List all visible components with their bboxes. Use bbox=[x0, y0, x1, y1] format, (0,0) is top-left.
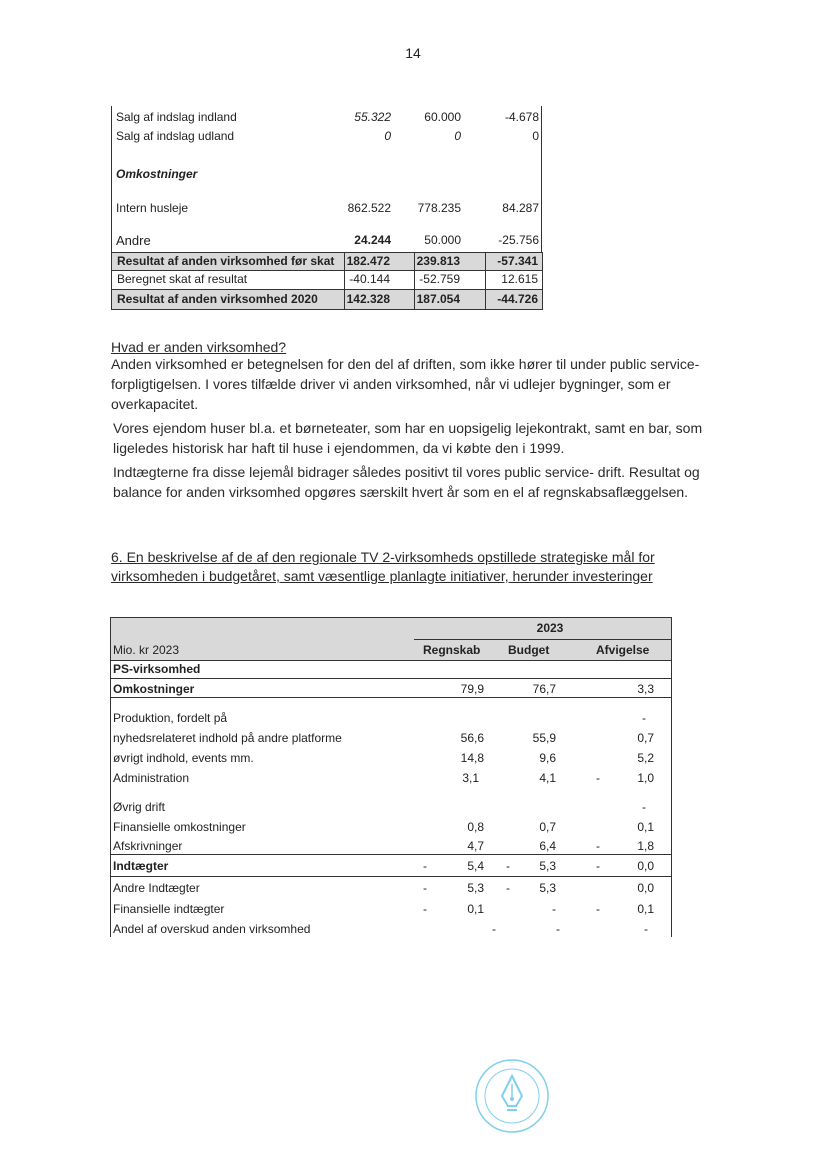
page-number: 14 bbox=[405, 45, 421, 61]
budget-table: 2023 Mio. kr 2023 Regnskab Budget Afvigelse PS-virksomhed Omkostninger 79,9 76,7 3,3 Produktion, fordelt på - nyhedsrelateret indhold på andre platforme 56,6 55,9 0,7 øvrigt indhold, events mm. 14,8 9,6 5,2 Administration 3,1 4,1 - 1,0 Øvrig drift - Finansielle omkostninger 0,8 0,7 0,1 Afskrivninger 4,7 6,4 - 1,8 Indtægter - 5,4 - 5,3 - 0,0 Andre Indtægter - 5,3 - 5,3 0,0 Finansielle indtægter - 0,1 - - 0,1 Andel af overskud anden virksomhed - - - bbox=[110, 617, 672, 937]
table-row: Beregnet skat af resultat -40.144 -52.759 12.615 bbox=[111, 271, 543, 290]
paragraph: Indtægterne fra disse lejemål bidrager således positivt til vores public service- drift. Resultat og balance for anden virksomhed opgøres særskilt hvert år som en el af regnskabsaflæggelsen. bbox=[113, 464, 700, 500]
pen-nib-stamp-icon bbox=[474, 1058, 550, 1134]
section-heading: Hvad er anden virksomhed? bbox=[111, 339, 287, 355]
table-row-total: Resultat af anden virksomhed 2020 142.328 187.054 -44.726 bbox=[111, 290, 543, 310]
paragraph: Vores ejendom huser bl.a. et børneteater, som har en uopsigelig lejekontrakt, samt en bar, som ligeledes historisk har haft til huse i ejendommen, da vi købte den i 1999. bbox=[113, 420, 703, 456]
other-business-table: Salg af indslag indland 55.322 60.000 -4.678 Salg af indslag udland 0 0 0 Omkostninger Intern husleje 862.522 778.235 84.287 Andre 24.244 50.000 -25.756 Resultat af anden virksomhed før skat 182.472 239.813 -57.341 Beregnet skat af resultat -40.144 -52.759 12.615 Resultat af anden virksomhed 2020 142.328 187.054 -44.726 bbox=[111, 106, 543, 310]
section-heading: 6. En beskrivelse af de af den regionale TV 2-virksomheds opstillede strategiske mål for bbox=[111, 549, 655, 565]
paragraph: Anden virksomhed er betegnelsen for den del af driften, som ikke hører til under public service-forpligtigelsen. I vores tilfælde driver vi anden virksomhed, når vi udlejer bygninger, som er overkapacitet. bbox=[111, 356, 700, 412]
table-row-total: Resultat af anden virksomhed før skat 182.472 239.813 -57.341 bbox=[111, 252, 543, 271]
section-heading: virksomheden i budgetåret, samt væsentlige planlagte initiativer, herunder investeringer bbox=[111, 568, 653, 584]
